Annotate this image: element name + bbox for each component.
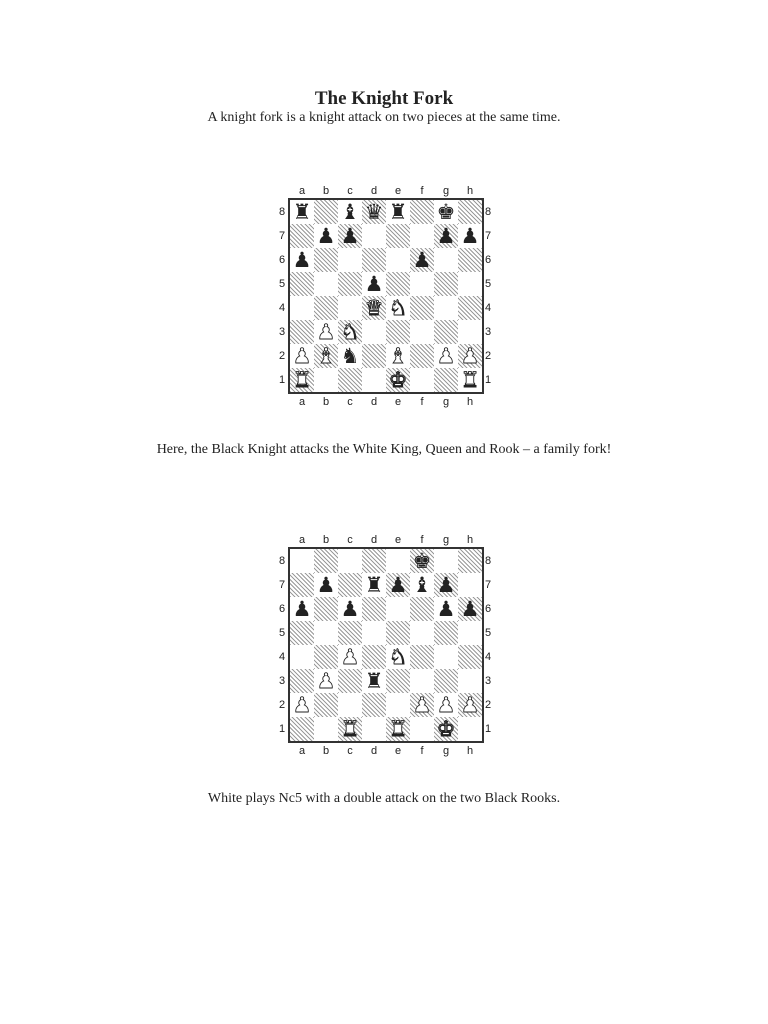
- white-rook-icon: ♜: [460, 368, 480, 392]
- board-square-d1: [362, 368, 386, 392]
- board-square-e1: [386, 368, 410, 392]
- board-square-a3: [290, 669, 314, 693]
- board-square-g2: [434, 693, 458, 717]
- file-labels-bottom: [290, 744, 482, 758]
- rank-label: 3: [278, 675, 286, 687]
- board-square-a6: [290, 248, 314, 272]
- rank-label: 5: [484, 278, 492, 290]
- board-square-g6: [434, 248, 458, 272]
- black-pawn-icon: ♟: [436, 224, 456, 248]
- board-square-c3: [338, 320, 362, 344]
- board-square-g7: [434, 573, 458, 597]
- board-square-h4: [458, 296, 482, 320]
- board-square-d5: [362, 621, 386, 645]
- board-square-f3: [410, 669, 434, 693]
- black-pawn-icon: ♟: [412, 248, 432, 272]
- file-label: h: [466, 185, 474, 197]
- board-square-g5: [434, 621, 458, 645]
- rank-label: 4: [484, 651, 492, 663]
- board-square-h4: [458, 645, 482, 669]
- white-king-icon: ♚: [436, 717, 456, 741]
- white-knight-icon: ♞: [340, 320, 360, 344]
- file-label: d: [370, 185, 378, 197]
- board-square-e5: [386, 621, 410, 645]
- board-square-f8: [410, 200, 434, 224]
- rank-label: 5: [278, 278, 286, 290]
- board-square-b7: [314, 573, 338, 597]
- board-square-b4: [314, 645, 338, 669]
- file-label: a: [298, 185, 306, 197]
- rank-label: 7: [278, 579, 286, 591]
- board-square-g5: [434, 272, 458, 296]
- board-square-d5: [362, 272, 386, 296]
- rank-label: 6: [278, 603, 286, 615]
- black-rook-icon: ♜: [364, 573, 384, 597]
- page-title: The Knight Fork: [314, 88, 454, 109]
- black-rook-icon: ♜: [292, 200, 312, 224]
- rank-label: 6: [278, 254, 286, 266]
- board-square-b1: [314, 717, 338, 741]
- rank-label: 8: [278, 555, 286, 567]
- board-square-g1: [434, 717, 458, 741]
- black-knight-icon: ♞: [340, 344, 360, 368]
- rank-label: 6: [484, 254, 492, 266]
- rank-label: 8: [278, 206, 286, 218]
- white-pawn-icon: ♟: [340, 645, 360, 669]
- board-square-b6: [314, 248, 338, 272]
- board-square-d4: [362, 296, 386, 320]
- diagram-2-caption: White plays Nc5 with a double attack on the two Black Rooks.: [207, 791, 561, 806]
- file-label: a: [298, 534, 306, 546]
- black-pawn-icon: ♟: [292, 597, 312, 621]
- board-square-c2: [338, 693, 362, 717]
- black-pawn-icon: ♟: [364, 272, 384, 296]
- board-square-c7: [338, 573, 362, 597]
- board-square-a4: [290, 645, 314, 669]
- rank-label: 6: [484, 603, 492, 615]
- board-square-g8: [434, 549, 458, 573]
- white-bishop-icon: ♝: [316, 344, 336, 368]
- white-pawn-icon: ♟: [460, 693, 480, 717]
- board-square-f2: [410, 693, 434, 717]
- board-square-a7: [290, 224, 314, 248]
- white-pawn-icon: ♟: [292, 344, 312, 368]
- file-label: f: [420, 185, 424, 197]
- rank-label: 5: [278, 627, 286, 639]
- board-square-a2: [290, 344, 314, 368]
- board-square-d6: [362, 597, 386, 621]
- board-square-b4: [314, 296, 338, 320]
- board-square-g1: [434, 368, 458, 392]
- board-square-f1: [410, 717, 434, 741]
- file-label: c: [347, 396, 353, 408]
- board-square-e3: [386, 320, 410, 344]
- black-bishop-icon: ♝: [412, 573, 432, 597]
- board-square-a5: [290, 272, 314, 296]
- rank-labels-right: [482, 549, 494, 741]
- board-square-c4: [338, 296, 362, 320]
- white-pawn-icon: ♟: [436, 344, 456, 368]
- file-label: d: [370, 534, 378, 546]
- board-square-e1: [386, 717, 410, 741]
- rank-label: 4: [278, 302, 286, 314]
- board-square-a6: [290, 597, 314, 621]
- board-square-f5: [410, 272, 434, 296]
- board-square-e7: [386, 573, 410, 597]
- board-square-a8: [290, 200, 314, 224]
- board-square-g3: [434, 320, 458, 344]
- white-pawn-icon: ♟: [292, 693, 312, 717]
- board-square-g7: [434, 224, 458, 248]
- file-label: b: [322, 745, 330, 757]
- rank-label: 7: [484, 230, 492, 242]
- file-label: g: [442, 185, 450, 197]
- black-king-icon: ♚: [436, 200, 456, 224]
- file-label: f: [420, 396, 424, 408]
- board-square-d3: [362, 320, 386, 344]
- file-label: h: [466, 745, 474, 757]
- rank-label: 4: [484, 302, 492, 314]
- board-square-f1: [410, 368, 434, 392]
- chess-diagram-2: [276, 533, 492, 763]
- black-pawn-icon: ♟: [340, 597, 360, 621]
- rank-labels-right: [482, 200, 494, 392]
- board-square-f6: [410, 248, 434, 272]
- board-square-h1: [458, 717, 482, 741]
- black-king-icon: ♚: [412, 549, 432, 573]
- board-square-h3: [458, 320, 482, 344]
- diagram-1-caption: Here, the Black Knight attacks the White King, Queen and Rook – a family fork!: [156, 442, 612, 457]
- board-square-e5: [386, 272, 410, 296]
- board-square-b5: [314, 621, 338, 645]
- white-pawn-icon: ♟: [460, 344, 480, 368]
- board-square-d7: [362, 224, 386, 248]
- black-pawn-icon: ♟: [460, 597, 480, 621]
- rank-label: 7: [278, 230, 286, 242]
- board-square-c6: [338, 248, 362, 272]
- file-label: a: [298, 396, 306, 408]
- black-pawn-icon: ♟: [436, 573, 456, 597]
- white-pawn-icon: ♟: [316, 669, 336, 693]
- board-square-f4: [410, 645, 434, 669]
- black-queen-icon: ♛: [364, 200, 384, 224]
- board-square-e2: [386, 344, 410, 368]
- black-bishop-icon: ♝: [340, 200, 360, 224]
- board-square-c2: [338, 344, 362, 368]
- board-square-a7: [290, 573, 314, 597]
- white-king-icon: ♚: [388, 368, 408, 392]
- board-square-a8: [290, 549, 314, 573]
- board-square-f7: [410, 224, 434, 248]
- board-square-e4: [386, 645, 410, 669]
- file-label: c: [347, 185, 353, 197]
- board-square-e6: [386, 597, 410, 621]
- file-labels-bottom: [290, 395, 482, 409]
- file-label: h: [466, 534, 474, 546]
- board-square-h1: [458, 368, 482, 392]
- board-square-a1: [290, 368, 314, 392]
- board-square-h6: [458, 597, 482, 621]
- board-square-f8: [410, 549, 434, 573]
- board-square-g6: [434, 597, 458, 621]
- board-square-b1: [314, 368, 338, 392]
- black-pawn-icon: ♟: [340, 224, 360, 248]
- board-square-g3: [434, 669, 458, 693]
- rank-label: 8: [484, 206, 492, 218]
- rank-label: 8: [484, 555, 492, 567]
- board-square-h2: [458, 693, 482, 717]
- black-rook-icon: ♜: [388, 200, 408, 224]
- board-square-g2: [434, 344, 458, 368]
- board-square-c8: [338, 549, 362, 573]
- board-square-c5: [338, 272, 362, 296]
- board-square-a2: [290, 693, 314, 717]
- file-label: g: [442, 396, 450, 408]
- chess-board: [288, 198, 484, 394]
- board-square-d4: [362, 645, 386, 669]
- file-label: e: [394, 396, 402, 408]
- white-rook-icon: ♜: [340, 717, 360, 741]
- board-square-b2: [314, 693, 338, 717]
- file-label: b: [322, 534, 330, 546]
- file-label: d: [370, 396, 378, 408]
- file-label: g: [442, 745, 450, 757]
- board-square-f6: [410, 597, 434, 621]
- board-square-a3: [290, 320, 314, 344]
- black-pawn-icon: ♟: [436, 597, 456, 621]
- black-pawn-icon: ♟: [460, 224, 480, 248]
- rank-label: 7: [484, 579, 492, 591]
- board-square-a1: [290, 717, 314, 741]
- rank-label: 2: [278, 699, 286, 711]
- board-square-c3: [338, 669, 362, 693]
- white-rook-icon: ♜: [388, 717, 408, 741]
- board-square-b8: [314, 200, 338, 224]
- file-labels-top: [290, 184, 482, 198]
- black-pawn-icon: ♟: [388, 573, 408, 597]
- board-square-b3: [314, 669, 338, 693]
- board-square-b5: [314, 272, 338, 296]
- black-pawn-icon: ♟: [316, 573, 336, 597]
- board-square-b2: [314, 344, 338, 368]
- black-rook-icon: ♜: [364, 669, 384, 693]
- board-square-e4: [386, 296, 410, 320]
- board-square-e7: [386, 224, 410, 248]
- white-queen-icon: ♛: [364, 296, 384, 320]
- file-label: c: [347, 534, 353, 546]
- white-knight-icon: ♞: [388, 296, 408, 320]
- board-square-f2: [410, 344, 434, 368]
- board-square-h6: [458, 248, 482, 272]
- file-label: e: [394, 745, 402, 757]
- file-label: e: [394, 185, 402, 197]
- board-square-b7: [314, 224, 338, 248]
- board-square-a4: [290, 296, 314, 320]
- board-square-d3: [362, 669, 386, 693]
- rank-label: 1: [278, 723, 286, 735]
- board-square-e3: [386, 669, 410, 693]
- rank-label: 4: [278, 651, 286, 663]
- black-pawn-icon: ♟: [316, 224, 336, 248]
- white-pawn-icon: ♟: [316, 320, 336, 344]
- rank-label: 1: [484, 374, 492, 386]
- board-square-a5: [290, 621, 314, 645]
- file-label: c: [347, 745, 353, 757]
- board-square-b3: [314, 320, 338, 344]
- board-square-f3: [410, 320, 434, 344]
- rank-label: 3: [278, 326, 286, 338]
- rank-label: 1: [484, 723, 492, 735]
- white-pawn-icon: ♟: [436, 693, 456, 717]
- file-label: f: [420, 745, 424, 757]
- board-square-c1: [338, 368, 362, 392]
- board-square-d6: [362, 248, 386, 272]
- board-square-h7: [458, 573, 482, 597]
- file-label: f: [420, 534, 424, 546]
- board-square-h8: [458, 549, 482, 573]
- file-label: b: [322, 396, 330, 408]
- board-square-d7: [362, 573, 386, 597]
- rank-label: 2: [484, 699, 492, 711]
- board-square-h5: [458, 621, 482, 645]
- board-square-e2: [386, 693, 410, 717]
- file-label: g: [442, 534, 450, 546]
- board-square-c1: [338, 717, 362, 741]
- board-square-e8: [386, 200, 410, 224]
- board-square-c7: [338, 224, 362, 248]
- board-square-h7: [458, 224, 482, 248]
- board-square-d8: [362, 200, 386, 224]
- file-labels-top: [290, 533, 482, 547]
- rank-label: 1: [278, 374, 286, 386]
- file-label: h: [466, 396, 474, 408]
- white-bishop-icon: ♝: [388, 344, 408, 368]
- board-square-d2: [362, 344, 386, 368]
- rank-label: 2: [484, 350, 492, 362]
- board-square-e8: [386, 549, 410, 573]
- board-square-h2: [458, 344, 482, 368]
- rank-labels-left: [276, 549, 288, 741]
- board-square-d2: [362, 693, 386, 717]
- board-square-b6: [314, 597, 338, 621]
- board-square-d8: [362, 549, 386, 573]
- board-square-g8: [434, 200, 458, 224]
- rank-labels-left: [276, 200, 288, 392]
- file-label: e: [394, 534, 402, 546]
- board-square-e6: [386, 248, 410, 272]
- board-square-h5: [458, 272, 482, 296]
- file-label: d: [370, 745, 378, 757]
- rank-label: 2: [278, 350, 286, 362]
- file-label: a: [298, 745, 306, 757]
- rank-label: 5: [484, 627, 492, 639]
- board-square-h8: [458, 200, 482, 224]
- board-square-h3: [458, 669, 482, 693]
- board-square-c4: [338, 645, 362, 669]
- board-square-g4: [434, 645, 458, 669]
- board-square-b8: [314, 549, 338, 573]
- board-square-f7: [410, 573, 434, 597]
- white-knight-icon: ♞: [388, 645, 408, 669]
- chess-board: [288, 547, 484, 743]
- board-square-f4: [410, 296, 434, 320]
- file-label: b: [322, 185, 330, 197]
- board-square-c6: [338, 597, 362, 621]
- white-rook-icon: ♜: [292, 368, 312, 392]
- page-subtitle: A knight fork is a knight attack on two pieces at the same time.: [207, 110, 561, 125]
- board-square-d1: [362, 717, 386, 741]
- black-pawn-icon: ♟: [292, 248, 312, 272]
- board-square-f5: [410, 621, 434, 645]
- board-square-g4: [434, 296, 458, 320]
- white-pawn-icon: ♟: [412, 693, 432, 717]
- board-square-c5: [338, 621, 362, 645]
- board-square-c8: [338, 200, 362, 224]
- rank-label: 3: [484, 675, 492, 687]
- chess-diagram-1: [276, 184, 492, 414]
- rank-label: 3: [484, 326, 492, 338]
